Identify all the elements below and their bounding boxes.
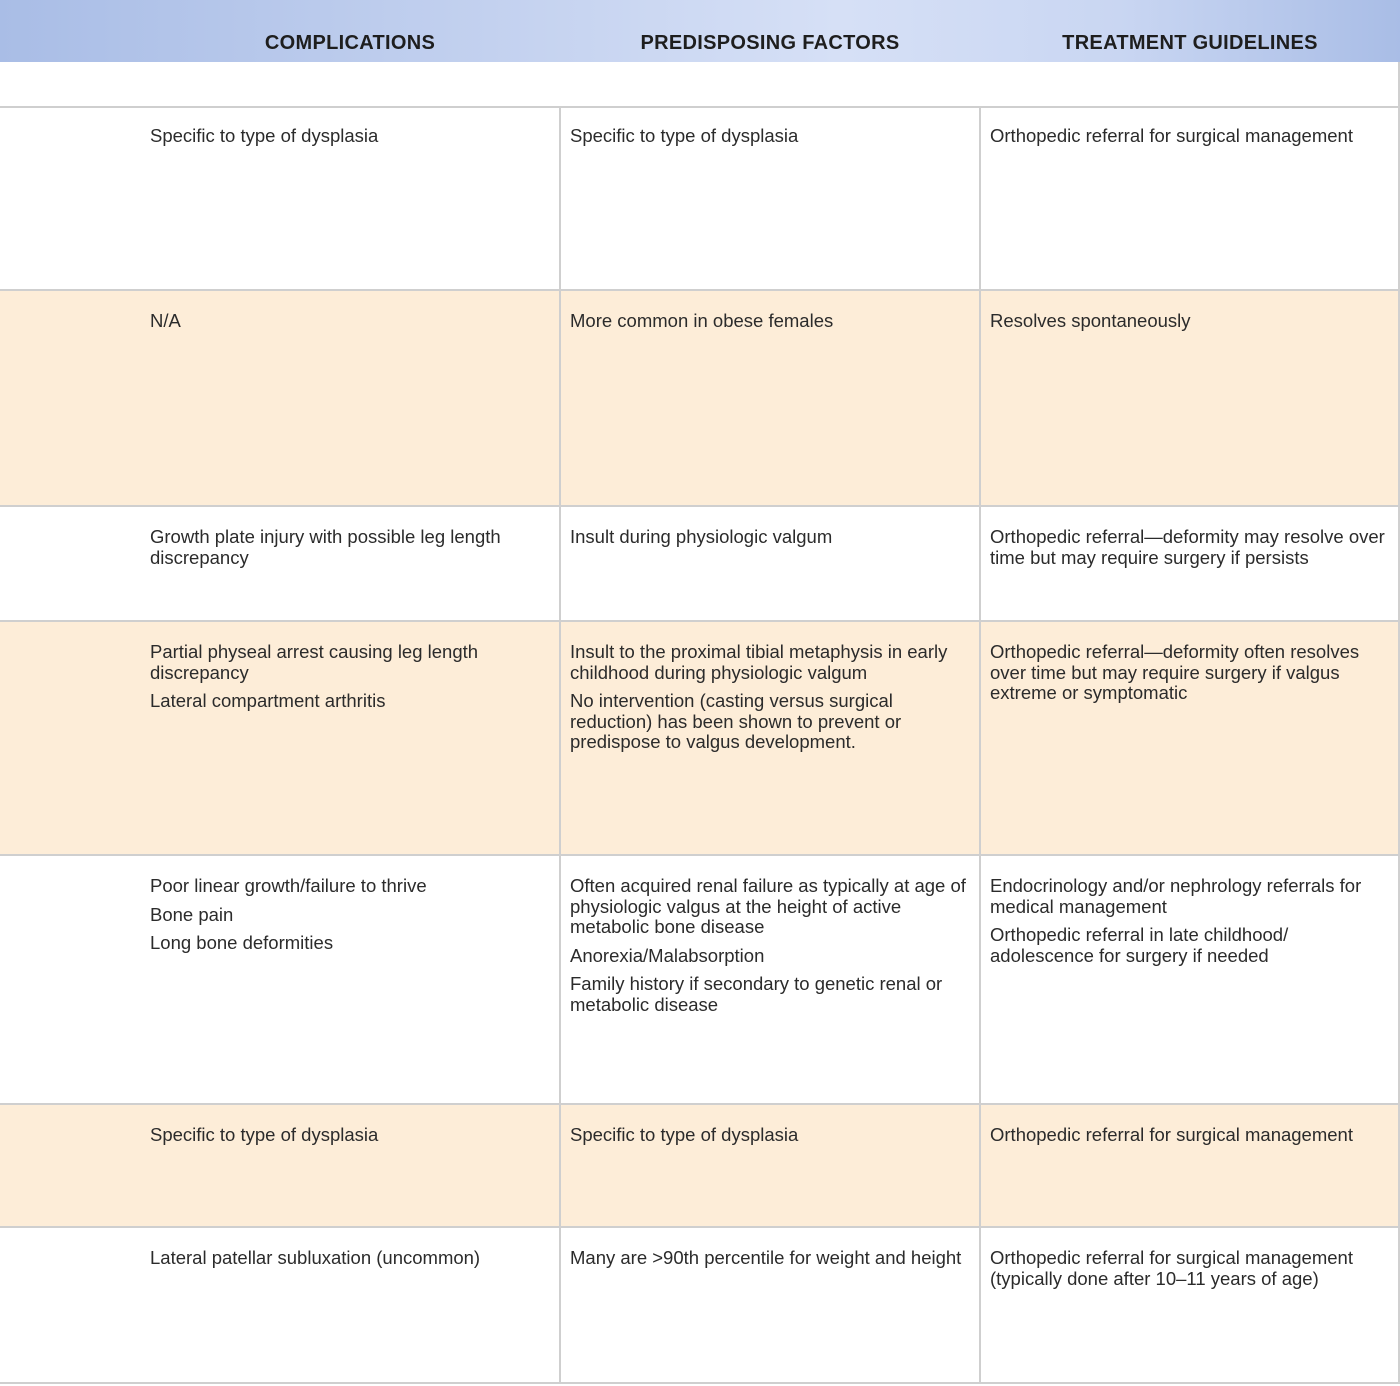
- treatment-guidelines-cell: [990, 642, 1390, 712]
- header-predisposing-factors: PREDISPOSING FACTORS: [640, 32, 900, 54]
- predisposing-factors-cell: [570, 1248, 970, 1277]
- table-row: [0, 622, 1400, 856]
- cell-paragraph: Bone pain: [150, 903, 234, 925]
- predisposing-factors-cell: [570, 876, 970, 1023]
- cell-paragraph: More common in obese females: [570, 310, 834, 331]
- cell-paragraph: Specific to type of dysplasia: [570, 125, 799, 146]
- treatment-guidelines-cell: [990, 1125, 1390, 1154]
- cell-paragraph: Often acquired renal failure as typically at age of physiologic valgus at the height of active metabolic bone disease: [570, 875, 966, 937]
- treatment-guidelines-cell: [990, 1248, 1390, 1297]
- complications-cell: [150, 126, 540, 155]
- table-row: [0, 856, 1400, 1105]
- table-row: [0, 1228, 1400, 1384]
- cell-paragraph: Orthopedic referral in late childhood/ adolescence for surgery if needed: [990, 924, 1289, 966]
- predisposing-factors-cell: [570, 1125, 970, 1154]
- column-divider: [979, 507, 981, 620]
- complications-cell: [150, 311, 540, 340]
- header-treatment-guidelines: TREATMENT GUIDELINES: [1062, 32, 1318, 54]
- cell-paragraph: Poor linear growth/failure to thrive: [150, 875, 427, 896]
- column-divider: [559, 856, 561, 1103]
- treatment-guidelines-cell: [990, 527, 1390, 576]
- column-divider: [979, 1105, 981, 1226]
- complications-cell: [150, 1248, 540, 1277]
- cell-paragraph: Specific to type of dysplasia: [150, 125, 379, 146]
- predisposing-factors-cell: [570, 642, 970, 761]
- cell-paragraph: Specific to type of dysplasia: [150, 1124, 379, 1145]
- predisposing-factors-cell: [570, 311, 970, 340]
- column-divider: [559, 507, 561, 620]
- table-header: [0, 0, 1400, 62]
- complications-cell: [150, 876, 540, 962]
- cell-paragraph: Insult to the proximal tibial metaphysis in early childhood during physiologic valgum: [570, 641, 948, 683]
- table-row: [0, 507, 1400, 622]
- treatment-guidelines-cell: [990, 311, 1390, 340]
- complications-cell: [150, 642, 540, 720]
- cell-paragraph: Anorexia/Malabsorption: [570, 944, 765, 966]
- cell-paragraph: Family history if secondary to genetic renal or metabolic disease: [570, 973, 943, 1015]
- cell-paragraph: Orthopedic referral for surgical management: [990, 125, 1353, 146]
- column-divider: [979, 1228, 981, 1382]
- column-divider: [979, 106, 981, 289]
- treatment-guidelines-cell: [990, 126, 1390, 155]
- column-divider: [559, 106, 561, 289]
- predisposing-factors-cell: [570, 126, 970, 155]
- cell-paragraph: Many are >90th percentile for weight and height: [570, 1247, 962, 1268]
- cell-paragraph: Specific to type of dysplasia: [570, 1124, 799, 1145]
- column-divider: [979, 291, 981, 505]
- column-divider: [559, 1105, 561, 1226]
- table-row: [0, 1105, 1400, 1228]
- cell-paragraph: Orthopedic referral for surgical management: [990, 1124, 1353, 1145]
- column-divider: [979, 622, 981, 854]
- treatment-guidelines-cell: [990, 876, 1390, 974]
- cell-paragraph: Lateral patellar subluxation (uncommon): [150, 1247, 481, 1268]
- header-spacer: [0, 62, 1400, 108]
- header-complications: COMPLICATIONS: [264, 32, 436, 54]
- column-divider: [559, 622, 561, 854]
- cell-paragraph: Insult during physiologic valgum: [570, 526, 833, 547]
- cell-paragraph: Orthopedic referral for surgical management (typically done after 10–11 years of age): [990, 1247, 1353, 1289]
- cell-paragraph: Orthopedic referral—deformity may resolve over time but may require surgery if persists: [990, 526, 1385, 568]
- cell-paragraph: Orthopedic referral—deformity often resolves over time but may require surgery if valgus extreme or symptomatic: [990, 641, 1360, 703]
- column-divider: [559, 291, 561, 505]
- table-row: [0, 106, 1400, 291]
- complications-cell: [150, 1125, 540, 1154]
- cell-paragraph: No intervention (casting versus surgical reduction) has been shown to prevent or predispose to valgus development.: [570, 690, 902, 752]
- cell-paragraph: Lateral compartment arthritis: [150, 690, 386, 711]
- cell-paragraph: Long bone deformities: [150, 932, 334, 953]
- table-row: [0, 291, 1400, 507]
- column-divider: [979, 856, 981, 1103]
- predisposing-factors-cell: [570, 527, 970, 556]
- complications-cell: [150, 527, 540, 576]
- cell-paragraph: Partial physeal arrest causing leg length discrepancy: [150, 641, 479, 683]
- column-divider: [559, 1228, 561, 1382]
- cell-paragraph: Growth plate injury with possible leg length discrepancy: [150, 526, 501, 568]
- cell-paragraph: Resolves spontaneously: [990, 310, 1191, 331]
- cell-paragraph: Endocrinology and/or nephrology referrals for medical management: [990, 875, 1362, 917]
- cell-paragraph: N/A: [150, 310, 181, 331]
